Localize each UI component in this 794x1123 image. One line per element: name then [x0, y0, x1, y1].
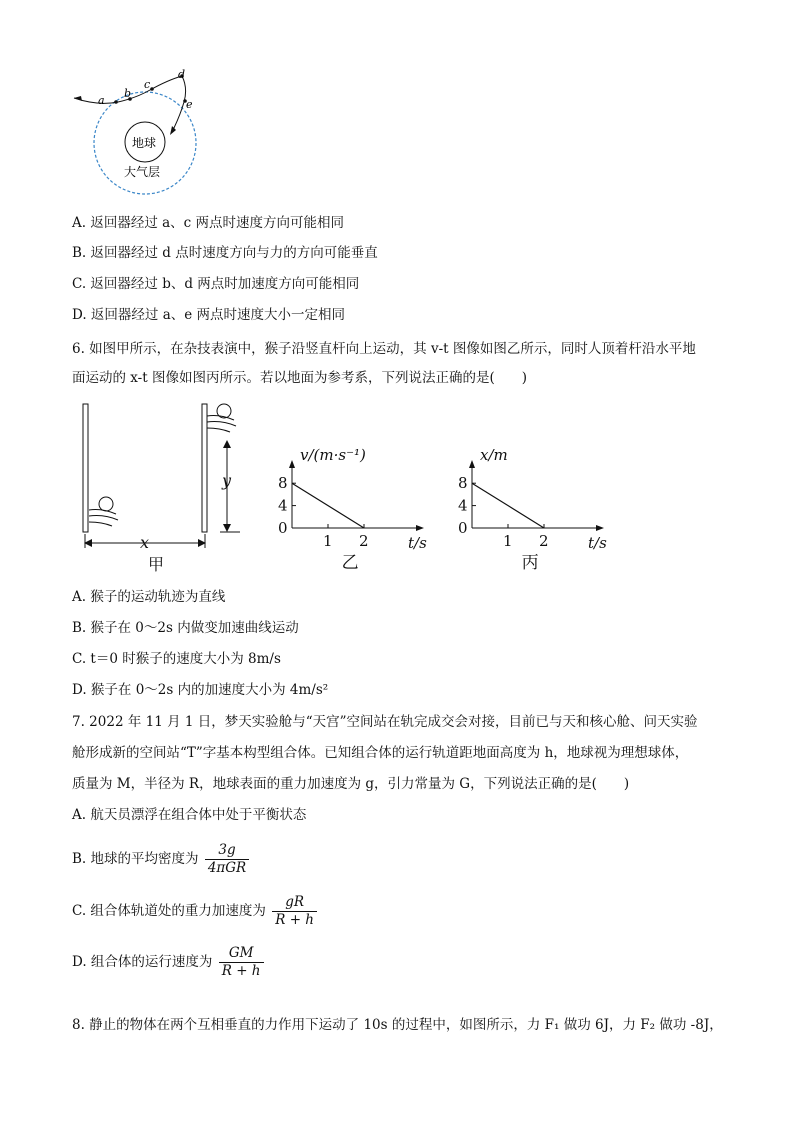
x-tick-label: 1 — [323, 532, 333, 550]
x-axis-label: t/s — [408, 534, 427, 552]
q7-option-b-numerator: 3g — [205, 842, 249, 860]
q6-option-b: B. 猴子在 0～2s 内做变加速曲线运动 — [72, 620, 299, 636]
y-axis-arrow — [469, 460, 475, 468]
x-tick-label: 2 — [359, 532, 369, 550]
y-axis-label: x/m — [480, 446, 508, 464]
q6-option-d: D. 猴子在 0～2s 内的加速度大小为 4m/s² — [72, 682, 329, 698]
y-label: y — [222, 471, 232, 490]
caption-jia: 甲 — [148, 555, 165, 574]
orbit-figure — [68, 68, 208, 198]
q7-option-b-fraction — [205, 842, 249, 877]
q6-option-c: C. t＝0 时猴子的速度大小为 8m/s — [72, 651, 281, 667]
q6-option-a: A. 猴子的运动轨迹为直线 — [72, 589, 226, 605]
figure-jia — [72, 398, 242, 578]
q7-option-d-denominator: R + h — [221, 963, 261, 979]
series-line — [292, 483, 364, 528]
y-axis-arrow — [289, 460, 295, 468]
x-axis-arrow — [416, 525, 424, 531]
y-tick-label: 4 — [458, 496, 468, 515]
y-tick-label: 4 — [278, 496, 288, 515]
x-tick-label: 2 — [539, 532, 549, 550]
y-tick-label: 0 — [278, 519, 288, 537]
x-axis-arrow — [596, 525, 604, 531]
y-tick-label: 0 — [458, 519, 468, 537]
y-axis-label: v/(m·s⁻¹) — [300, 446, 366, 464]
label-a: a — [98, 94, 105, 107]
x-label: x — [140, 533, 150, 552]
x-axis-label: t/s — [588, 534, 607, 552]
q7-option-d-text: D. 组合体的运行速度为 — [72, 954, 213, 970]
q7-option-b-text: B. 地球的平均密度为 — [72, 851, 199, 867]
atmosphere-label: 大气层 — [124, 165, 161, 179]
x-tick-label: 1 — [503, 532, 513, 550]
q7-option-c-denominator: R + h — [275, 912, 314, 928]
chart-yi — [268, 444, 438, 574]
pole-right — [202, 404, 207, 532]
q6-stem-line1: 6. 如图甲所示，在杂技表演中，猴子沿竖直杆向上运动，其 v-t 图像如图乙所示，同时人顶着杆沿水平地 — [72, 341, 696, 357]
trajectory — [74, 76, 186, 132]
q5-option-b: B. 返回器经过 d 点时速度方向与力的方向可能垂直 — [72, 245, 378, 261]
label-e: e — [186, 98, 193, 111]
q6-stem-line2: 面运动的 x-t 图像如图丙所示。若以地面为参考系，下列说法正确的是( ) — [72, 370, 527, 386]
q7-option-c-fraction — [272, 894, 317, 929]
point-a — [114, 100, 118, 104]
label-d: d — [178, 68, 186, 81]
chart-caption: 丙 — [521, 553, 539, 573]
chart-bing — [448, 444, 628, 574]
y-tick-label: 8 — [278, 474, 288, 493]
chart-bing-svg — [448, 444, 628, 574]
chart-yi-svg — [268, 444, 438, 574]
q7-stem-line1: 7. 2022 年 11 月 1 日，梦天实验舱与“天宫”空间站在轨完成交会对接，目前已与天和核心舱、问天实验 — [72, 714, 698, 730]
q5-option-d: D. 返回器经过 a、e 两点时速度大小一定相同 — [72, 307, 346, 323]
point-c — [150, 87, 154, 91]
label-c: c — [144, 78, 151, 91]
q8-stem-line1: 8. 静止的物体在两个互相垂直的力作用下运动了 10s 的过程中，如图所示，力 F₁ 做功 6J，力 F₂ 做功 -8J， — [72, 1017, 723, 1033]
end-arrow — [170, 126, 176, 135]
q7-option-c-text: C. 组合体轨道处的重力加速度为 — [72, 903, 266, 919]
monkey-top — [207, 404, 236, 432]
q7-stem-line3: 质量为 M，半径为 R，地球表面的重力加速度为 g，引力常量为 G，下列说法正确的是( ) — [72, 776, 630, 792]
q7-option-c — [72, 894, 317, 929]
q7-option-c-numerator: gR — [272, 894, 317, 912]
q7-option-d-numerator: GM — [219, 945, 264, 963]
q5-option-c: C. 返回器经过 b、d 两点时加速度方向可能相同 — [72, 276, 360, 292]
q7-option-d-fraction — [219, 945, 264, 980]
q7-option-d — [72, 945, 264, 980]
q7-option-b — [72, 842, 249, 877]
q5-option-a: A. 返回器经过 a、c 两点时速度方向可能相同 — [72, 215, 345, 231]
chart-caption: 乙 — [341, 553, 359, 573]
label-b: b — [124, 87, 132, 100]
q7-option-a: A. 航天员漂浮在组合体中处于平衡状态 — [72, 807, 307, 823]
pole-left — [83, 404, 88, 532]
q7-option-b-denominator: 4πGR — [207, 860, 247, 876]
y-tick-label: 8 — [458, 474, 468, 493]
earth-label: 地球 — [132, 136, 157, 150]
monkey-bottom — [89, 497, 118, 526]
series-line — [472, 483, 544, 528]
q7-stem-line2: 舱形成新的空间站“T”字基本构型组合体。已知组合体的运行轨道距地面高度为 h，地球视为理想球体， — [72, 745, 689, 761]
